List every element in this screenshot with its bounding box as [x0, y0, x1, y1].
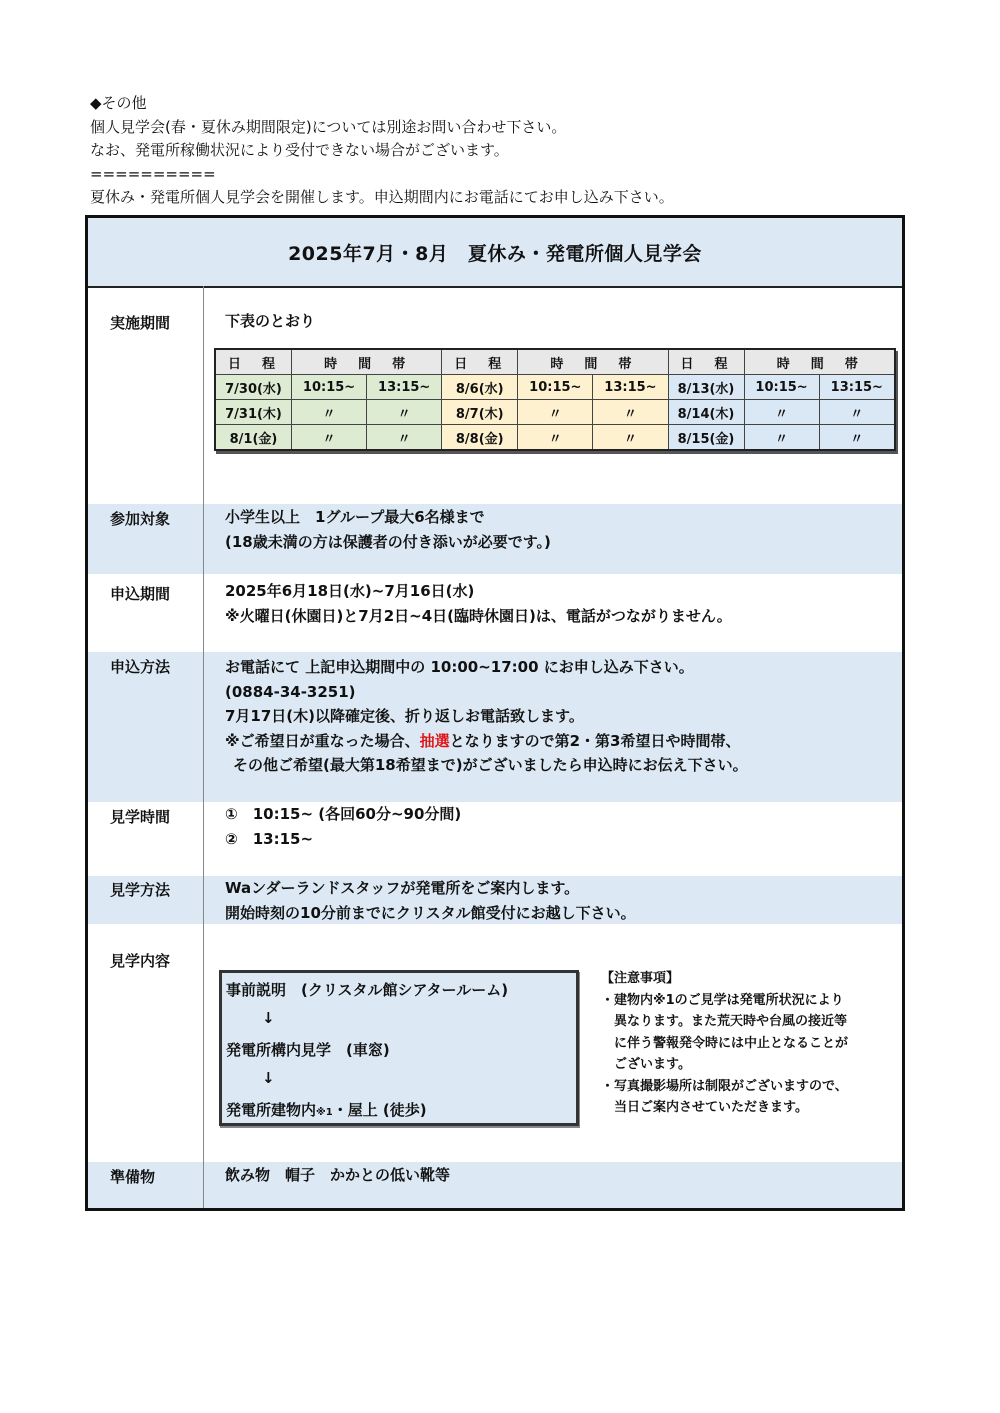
tour-time-line: ① 10:15~ (各回60分~90分間) — [225, 805, 462, 823]
time-cell: 10:15~ — [744, 375, 819, 400]
table-row — [215, 400, 895, 425]
apply-method-text-post: となりますので第2・第3希望日や時間帯、 — [449, 731, 741, 750]
date-cell: 8/14(木) — [668, 400, 744, 425]
time-cell: 〃 — [292, 400, 367, 425]
target-line: 小学生以上 1グループ最大6名様まで — [225, 508, 485, 526]
time-cell: 〃 — [593, 425, 668, 451]
time-cell: 〃 — [744, 425, 819, 451]
time-cell: 13:15~ — [367, 375, 442, 400]
label-divider — [203, 286, 204, 1208]
flow-step-3 — [226, 1099, 427, 1120]
caution-notes — [601, 968, 901, 1119]
intro-line: ========== — [90, 164, 216, 183]
down-arrow-icon: ↓ — [262, 1069, 275, 1087]
apply-period-line: 2025年6月18日(水)~7月16日(水) — [225, 582, 475, 600]
tour-method-text — [225, 876, 636, 925]
apply-period-label: 申込期間 — [110, 585, 171, 603]
flow-step-3-main: 発電所建物内 — [226, 1101, 317, 1119]
apply-method-text — [225, 655, 748, 778]
schedule-table — [214, 348, 896, 451]
tour-time-text — [225, 802, 461, 851]
time-cell: 10:15~ — [292, 375, 367, 400]
time-cell: 〃 — [518, 400, 593, 425]
lottery-highlight: 抽選 — [419, 731, 450, 750]
time-cell: 13:15~ — [593, 375, 668, 400]
date-cell: 8/8(金) — [442, 425, 518, 451]
date-cell: 8/7(木) — [442, 400, 518, 425]
event-info-box — [85, 215, 905, 1211]
intro-line: 夏休み・発電所個人見学会を開催します。申込期間内にお電話にてお申し込み下さい。 — [90, 188, 674, 206]
period-text: 下表のとおり — [225, 312, 316, 330]
intro-line: 個人見学会(春・夏休み期間限定)については別途お問い合わせ下さい。 — [90, 117, 567, 136]
intro-line: なお、発電所稼働状況により受付できない場合がございます。 — [90, 141, 509, 159]
apply-method-text-pre: ※ご希望日が重なった場合、 — [225, 731, 420, 750]
time-cell: 10:15~ — [518, 375, 593, 400]
time-cell: 〃 — [367, 400, 442, 425]
date-cell: 8/1(金) — [215, 425, 292, 451]
header-time: 時 間 帯 — [518, 349, 668, 375]
time-cell: 〃 — [744, 400, 819, 425]
flow-step-3-note: ※1 — [316, 1107, 333, 1118]
notes-line: ・建物内※1のご見学は発電所状況により — [601, 992, 844, 1008]
apply-method-line: お電話にて 上記申込期間中の 10:00~17:00 にお申し込み下さい。 — [225, 658, 694, 676]
notes-line: に伴う警報発令時には中止となることが — [601, 1035, 849, 1051]
header-time: 時 間 帯 — [292, 349, 442, 375]
target-line: (18歳未満の方は保護者の付き添いが必要です。) — [225, 532, 551, 551]
date-cell: 8/6(水) — [442, 375, 518, 400]
header-date: 日 程 — [442, 349, 518, 375]
notes-heading: 【注意事項】 — [601, 971, 680, 986]
flow-step-1: 事前説明 (クリスタル館シアタールーム) — [226, 981, 509, 999]
notes-line: 異なります。また荒天時や台風の接近等 — [601, 1014, 847, 1029]
band-items — [88, 1162, 902, 1208]
down-arrow-icon: ↓ — [262, 1009, 275, 1027]
date-cell: 7/30(水) — [215, 375, 292, 400]
tour-method-line: Waンダーランドスタッフが発電所をご案内します。 — [225, 879, 580, 897]
items-text: 飲み物 帽子 かかとの低い靴等 — [225, 1166, 451, 1184]
table-row — [215, 375, 895, 400]
table-row — [215, 425, 895, 451]
time-cell: 〃 — [292, 425, 367, 451]
schedule-header-row — [215, 349, 895, 375]
intro-text — [90, 92, 910, 210]
time-cell: 〃 — [367, 425, 442, 451]
target-label: 参加対象 — [110, 510, 171, 528]
date-cell: 8/15(金) — [668, 425, 744, 451]
tour-method-line: 開始時刻の10分前までにクリスタル館受付にお越し下さい。 — [225, 903, 636, 922]
apply-method-line: その他ご希望(最大第18希望まで)がございましたら申込時にお伝え下さい。 — [233, 756, 748, 774]
notes-line: 当日ご案内させていただきます。 — [601, 1100, 808, 1115]
time-cell: 〃 — [819, 425, 895, 451]
time-cell: 〃 — [518, 425, 593, 451]
phone-number: (0884-34-3251) — [225, 682, 356, 701]
event-title: 2025年7月・8月 夏休み・発電所個人見学会 — [88, 218, 902, 288]
flow-step-3-post: ・屋上 (徒歩) — [332, 1101, 427, 1119]
apply-method-line: 7月17日(木)以降確定後、折り返しお電話致します。 — [225, 707, 584, 725]
notes-line: ございます。 — [601, 1057, 691, 1072]
flow-step-2: 発電所構内見学 (車窓) — [226, 1041, 390, 1059]
intro-line: ◆その他 — [90, 94, 147, 112]
header-time: 時 間 帯 — [744, 349, 895, 375]
time-cell: 〃 — [819, 400, 895, 425]
items-label: 準備物 — [110, 1168, 156, 1186]
tour-method-label: 見学方法 — [110, 881, 171, 899]
header-date: 日 程 — [668, 349, 744, 375]
tour-content-label: 見学内容 — [110, 952, 171, 970]
time-cell: 13:15~ — [819, 375, 895, 400]
apply-method-line — [225, 729, 748, 754]
target-text — [225, 505, 551, 554]
period-label: 実施期間 — [110, 314, 171, 332]
apply-period-text — [225, 579, 732, 628]
time-cell: 〃 — [593, 400, 668, 425]
tour-time-label: 見学時間 — [110, 808, 171, 826]
date-cell: 7/31(木) — [215, 400, 292, 425]
notes-line: ・写真撮影場所は制限がございますので、 — [601, 1078, 848, 1094]
header-date: 日 程 — [215, 349, 292, 375]
date-cell: 8/13(水) — [668, 375, 744, 400]
tour-flow-box — [219, 970, 579, 1126]
apply-method-label: 申込方法 — [110, 658, 171, 676]
tour-time-line: ② 13:15~ — [225, 829, 314, 848]
apply-period-line: ※火曜日(休園日)と7月2日~4日(臨時休園日)は、電話がつながりません。 — [225, 606, 732, 625]
